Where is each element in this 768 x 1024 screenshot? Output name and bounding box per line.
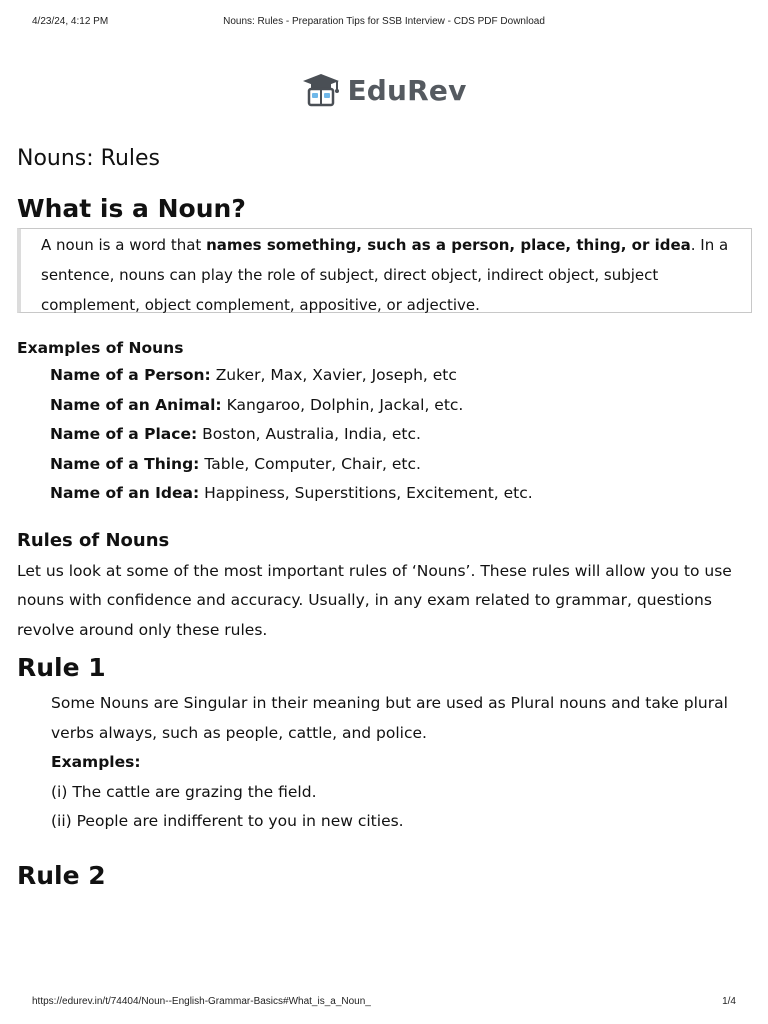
print-header [32,16,736,30]
example-label: Name of an Animal: [50,395,222,414]
examples-heading: Examples of Nouns [17,339,184,357]
definition-box [17,228,752,313]
what-is-noun-heading: What is a Noun? [17,194,246,223]
edurev-logo[interactable] [0,70,768,110]
example-value: Kangaroo, Dolphin, Jackal, etc. [221,395,464,414]
rule-1-examples-label: Examples: [51,753,141,771]
rule-2-heading: Rule 2 [17,860,106,890]
list-item [50,391,752,421]
article-content [17,140,752,893]
print-url[interactable]: https://edurev.in/t/74404/Noun--English-Grammar-Basics#What_is_a_Noun_ [32,996,371,1007]
rules-intro-paragraph: Let us look at some of the most important rules of ‘Nouns’. These rules will allow you to use nouns with confidence and accuracy. Usually, in any exam related to grammar, questions revolve around only these rules. [17,561,732,639]
page-number: 1/4 [722,996,736,1007]
rule-1-heading: Rule 1 [17,653,106,682]
example-value: Zuker, Max, Xavier, Joseph, etc [210,366,457,384]
print-page-title: Nouns: Rules - Preparation Tips for SSB Interview - CDS PDF Download [223,16,545,27]
example-label: Name of a Thing: [50,454,200,473]
graduation-cap-book-icon [301,72,341,108]
rules-of-nouns-heading: Rules of Nouns [17,529,170,551]
example-label: Name of an Idea: [50,484,200,502]
logo-text: EduRev [347,73,467,107]
example-value: Table, Computer, Chair, etc. [199,454,421,473]
example-value: Happiness, Superstitions, Excitement, etc. [199,484,533,502]
definition-text-end: . In a sentence, nouns can play the role of subject, direct object, indirect object, subject complement, object complement, appositive, or adjective. [41,236,729,314]
list-item [50,450,752,480]
definition-text-bold: names something, such as a person, place, thing, or idea [206,236,691,254]
example-label: Name of a Person: [50,366,211,384]
rule-1-text: Some Nouns are Singular in their meaning but are used as Plural nouns and take plural verbs always, such as people, cattle, and police. [51,694,728,742]
example-value: Boston, Australia, India, etc. [197,425,421,443]
list-item [50,361,752,391]
rule-1-body [17,689,752,837]
page-title: Nouns: Rules [17,146,161,171]
print-datetime: 4/23/24, 4:12 PM [32,16,109,27]
list-item [50,420,752,450]
print-footer [32,996,736,1010]
rule-1-example-1: (i) The cattle are grazing the field. [51,782,317,801]
list-item [50,479,752,509]
examples-list [17,361,752,509]
rule-1-example-2: (ii) People are indifferent to you in new cities. [51,812,404,830]
example-label: Name of a Place: [50,425,198,443]
definition-text-start: A noun is a word that [41,236,207,254]
